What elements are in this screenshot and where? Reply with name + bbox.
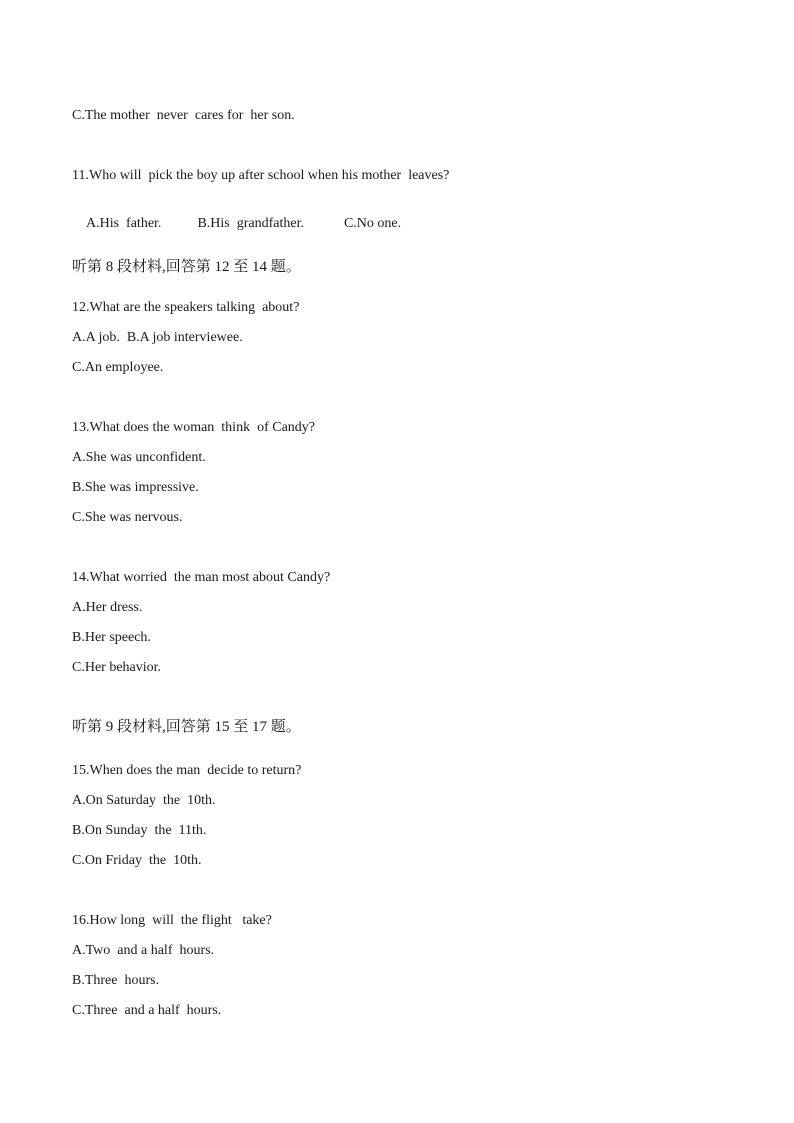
section-8-heading: 听第 8 段材料,回答第 12 至 14 题。 bbox=[72, 259, 301, 275]
q11-option-b: B.His grandfather. bbox=[197, 216, 304, 231]
q15-option-a: A.On Saturday the 10th. bbox=[72, 793, 216, 808]
q16-option-b: B.Three hours. bbox=[72, 973, 160, 988]
q12-question: 12.What are the speakers talking about? bbox=[72, 300, 300, 315]
q14-question: 14.What worried the man most about Candy? bbox=[72, 570, 331, 585]
q16-question: 16.How long will the flight take? bbox=[72, 913, 272, 928]
q14-option-a: A.Her dress. bbox=[72, 600, 143, 615]
q16-option-c: C.Three and a half hours. bbox=[72, 1003, 222, 1018]
q15-option-b: B.On Sunday the 11th. bbox=[72, 823, 207, 838]
q13-option-a: A.She was unconfident. bbox=[72, 450, 206, 465]
q12-option-c: C.An employee. bbox=[72, 360, 164, 375]
q13-question: 13.What does the woman think of Candy? bbox=[72, 420, 316, 435]
q14-option-c: C.Her behavior. bbox=[72, 660, 162, 675]
section-9-heading: 听第 9 段材料,回答第 15 至 17 题。 bbox=[72, 719, 301, 735]
q10-option-c: C.The mother never cares for her son. bbox=[72, 108, 295, 123]
q13-option-b: B.She was impressive. bbox=[72, 480, 199, 495]
q11-question: 11.Who will pick the boy up after school when his mother leaves? bbox=[72, 168, 450, 183]
q13-option-c: C.She was nervous. bbox=[72, 510, 183, 525]
q15-option-c: C.On Friday the 10th. bbox=[72, 853, 202, 868]
q16-option-a: A.Two and a half hours. bbox=[72, 943, 215, 958]
q12-option-ab: A.A job. B.A job interviewee. bbox=[72, 330, 243, 345]
q14-option-b: B.Her speech. bbox=[72, 630, 151, 645]
q11-option-c: C.No one. bbox=[343, 216, 402, 231]
q11-options bbox=[72, 197, 401, 251]
q11-option-a: A.His father. bbox=[86, 216, 162, 231]
q15-question: 15.When does the man decide to return? bbox=[72, 763, 302, 778]
